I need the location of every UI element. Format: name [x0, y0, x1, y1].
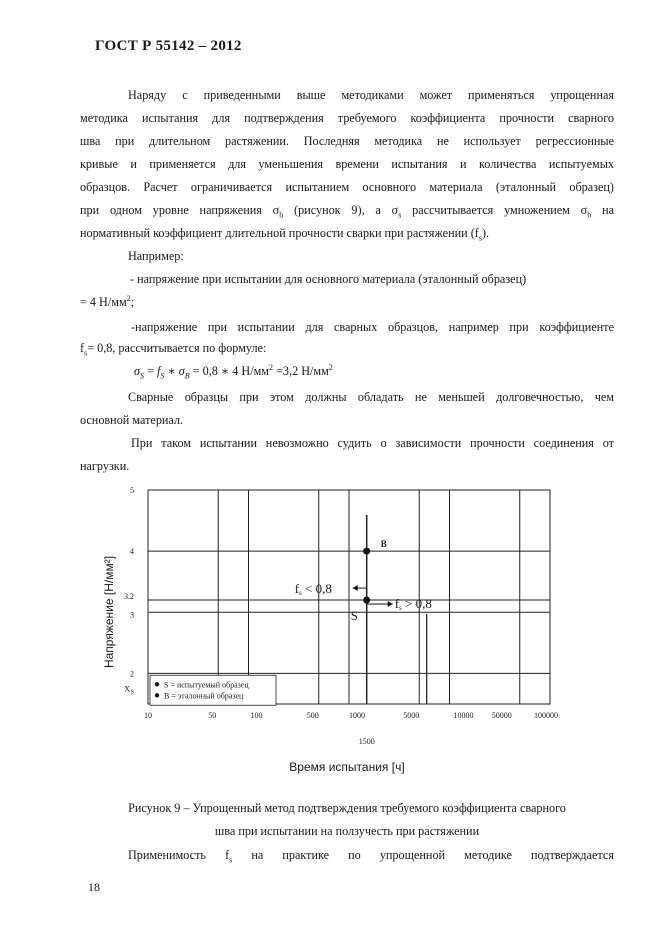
text-span: на	[591, 203, 615, 217]
subscript: S	[140, 371, 145, 381]
chart-legend	[150, 675, 276, 705]
arrow-head	[353, 585, 358, 591]
text-span: по	[348, 848, 361, 862]
annotation-fs-lt: fs < 0,8	[294, 581, 332, 598]
x-tick-label: 10000	[453, 711, 474, 720]
y-tick-label: 3.2	[124, 592, 134, 602]
text-span: подтверждается	[531, 848, 614, 862]
y-axis-label: Напряжение [Н/мм²]	[102, 555, 116, 669]
text-span: методике	[464, 848, 512, 862]
data-point	[363, 548, 370, 555]
data-point	[363, 597, 370, 604]
text-span: практике	[282, 848, 330, 862]
text-span: при одном уровне напряжения σ	[80, 203, 280, 217]
subscript: s	[84, 348, 88, 358]
subscript: s	[229, 855, 233, 865]
document-header: ГОСТ Р 55142 – 2012	[95, 38, 242, 54]
legend-entry: S = испытуемый образец	[164, 680, 249, 690]
x-tick-label: 50	[208, 711, 217, 720]
superscript: 2	[126, 294, 131, 303]
text-span: = 4 Н/мм	[80, 295, 127, 310]
text-span: рассчитывается умножением σ	[401, 203, 588, 217]
bullet-line: -напряжение при испытании для сварных образцов, например при коэффициенте	[131, 320, 614, 334]
y-tick-label: 3	[130, 610, 134, 620]
formula-rhs: =3,2 Н/мм	[273, 364, 329, 379]
x-tick-label: 500	[306, 711, 319, 720]
subscript: s	[478, 233, 482, 243]
formula-op: =	[144, 364, 157, 379]
legend-entry: B = эталонный образец	[164, 691, 244, 701]
paragraph-line: методика испытания для подтверждения требуемого коэффициента прочности сварного	[80, 111, 614, 125]
paragraph-line: При таком испытании невозможно судить о зависимости прочности соединения от	[131, 436, 614, 450]
formula-op: ∗	[164, 364, 179, 379]
y-tick-label: S	[130, 689, 134, 696]
subscript: b	[279, 210, 284, 220]
formula-symbol: σ	[134, 364, 141, 379]
y-tick-label: X	[124, 684, 130, 694]
x-tick-label: 100000	[534, 711, 558, 720]
paragraph-line: Сварные образцы при этом должны обладать не меньшей долговечностью, чем	[128, 390, 614, 404]
text-span: нормативный коэффициент длительной прочности сварки при растяжении (f	[80, 226, 479, 240]
text-span	[225, 844, 232, 871]
text-span: ).	[481, 226, 490, 240]
x-tick-label: 100	[250, 711, 263, 720]
x-tick-label: 10	[144, 711, 152, 720]
text-span: (рисунок 9), а σ	[283, 203, 399, 217]
paragraph-line: шва при длительном растяжении. Последняя методика не использует регрессионные	[80, 134, 614, 148]
text-span: f	[225, 848, 230, 862]
legend-marker	[155, 682, 159, 686]
paragraph-line: образцов. Расчет ограничивается испытанием основного материала (эталонный образец)	[80, 180, 614, 194]
x-tick-label: 1000	[349, 711, 365, 720]
formula	[134, 363, 333, 381]
text-span: на	[251, 848, 264, 862]
formula-symbol: f	[156, 364, 161, 379]
subscript: S	[160, 371, 165, 381]
bullet-line: - напряжение при испытании для основного материала (эталонный образец)	[130, 272, 527, 286]
y-tick-label: 2	[130, 669, 134, 679]
y-tick-label: 4	[130, 547, 134, 557]
paragraph-line	[128, 844, 614, 871]
y-tick-label: 5	[130, 486, 134, 495]
paragraph-line: нагрузки.	[80, 459, 130, 473]
paragraph-line	[80, 222, 614, 249]
paragraph-line: кривые и применяется для уменьшения времени испытания и количества испытуемых	[80, 157, 614, 171]
chart-ticks	[124, 486, 558, 746]
chart-marks	[295, 539, 432, 623]
page-number: 18	[88, 880, 100, 894]
text-span: f	[80, 341, 85, 355]
arrow-head	[388, 601, 393, 607]
formula-rhs: = 0,8 ∗ 4 Н/мм	[189, 364, 270, 379]
creep-chart	[90, 478, 570, 768]
figure-caption-line: шва при испытании на ползучесть при растяжении	[214, 824, 480, 838]
superscript: 2	[328, 363, 333, 372]
legend-marker	[155, 693, 159, 697]
bullet-continuation: = 4 $Н/мм^2$;	[80, 294, 135, 310]
subscript: B	[184, 371, 190, 381]
example-label: Например:	[128, 249, 184, 263]
text-span: Применимость	[128, 848, 206, 862]
subscript: b	[587, 210, 592, 220]
x-axis-label: Время испытания [ч]	[289, 760, 405, 774]
bullet-continuation	[80, 341, 266, 357]
chart-grid	[148, 490, 550, 704]
subscript: s	[398, 210, 402, 220]
text-span: = 0,8, рассчитывается по формуле:	[87, 341, 267, 355]
superscript: 2	[269, 363, 274, 372]
x-tick-label: 50000	[491, 711, 512, 720]
x-tick-label: 1500	[358, 737, 375, 746]
point-label: S	[350, 608, 358, 624]
formula-symbol: σ	[178, 364, 185, 379]
annotation-fs-gt: fs > 0,8	[394, 596, 432, 613]
paragraph-line: Наряду с приведенными выше методиками может применяться упрощенная	[128, 88, 614, 102]
text-span: упрощенной	[379, 848, 446, 862]
point-label: B	[380, 539, 387, 550]
figure-caption-line: Рисунок 9 – Упрощенный метод подтверждения требуемого коэффициента сварного	[128, 801, 566, 815]
x-tick-label: 5000	[403, 711, 420, 720]
paragraph-line: основной материал.	[80, 413, 184, 427]
